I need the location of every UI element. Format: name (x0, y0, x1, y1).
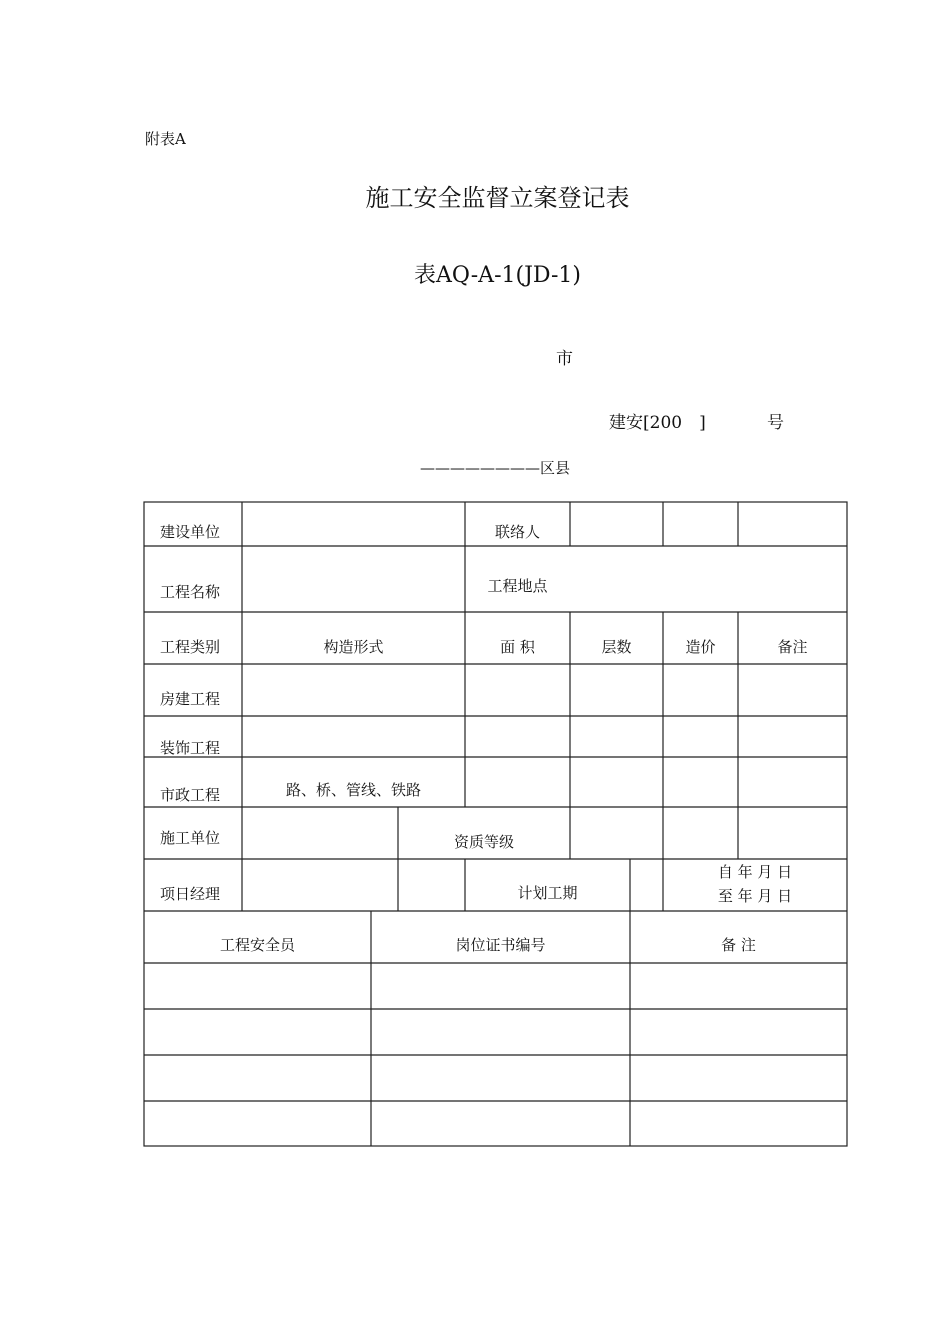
label-project-manager: 项日经理 (160, 885, 221, 903)
city-label: 市 (556, 349, 573, 369)
label-project-category: 工程类别 (160, 638, 221, 656)
field-construction-unit[interactable] (243, 503, 464, 545)
col-remark: 备注 (777, 638, 808, 656)
col-structure-type: 构造形式 (323, 638, 384, 656)
district-line: ————————区县 (420, 459, 571, 477)
safety-row[interactable] (144, 1056, 371, 1100)
form-title: 施工安全监督立案登记表 (365, 184, 630, 212)
label-project-name: 工程名称 (160, 583, 221, 601)
col-floors: 层数 (601, 638, 632, 656)
safety-row[interactable] (144, 964, 371, 1008)
col-certificate-number: 岗位证书编号 (455, 936, 546, 954)
appendix-label: 附表A (145, 130, 186, 148)
date-from: 自 年 月 日 (717, 863, 793, 881)
field-project-name[interactable] (243, 547, 464, 611)
field-contact-extra-1[interactable] (664, 503, 737, 545)
label-qualification-grade: 资质等级 (453, 833, 514, 851)
form-code: 表AQ-A-1(JD-1) (414, 263, 581, 288)
safety-row[interactable] (144, 1102, 371, 1146)
label-project-location: 工程地点 (487, 577, 548, 595)
field-project-location[interactable] (571, 547, 846, 611)
label-building-works: 房建工程 (160, 690, 221, 708)
reference-number-prefix: 建安[200 ] (609, 413, 706, 433)
col-safety-remark: 备 注 (721, 936, 756, 954)
col-cost: 造价 (685, 638, 716, 656)
col-safety-officer: 工程安全员 (219, 936, 295, 954)
label-contractor: 施工单位 (160, 829, 221, 847)
field-contact-extra-2[interactable] (739, 503, 846, 545)
municipal-sub-types: 路、桥、管线、铁路 (285, 781, 421, 799)
label-decoration-works: 装饰工程 (160, 739, 221, 757)
field-contact-person[interactable] (571, 503, 662, 545)
date-to: 至 年 月 日 (717, 887, 793, 905)
col-area: 面 积 (500, 638, 535, 656)
label-contact-person: 联络人 (494, 523, 540, 541)
label-construction-unit: 建设单位 (160, 523, 221, 541)
reference-number-suffix: 号 (767, 413, 784, 433)
safety-row[interactable] (144, 1010, 371, 1054)
label-planned-period: 计划工期 (517, 884, 578, 902)
label-municipal-works: 市政工程 (160, 786, 221, 804)
